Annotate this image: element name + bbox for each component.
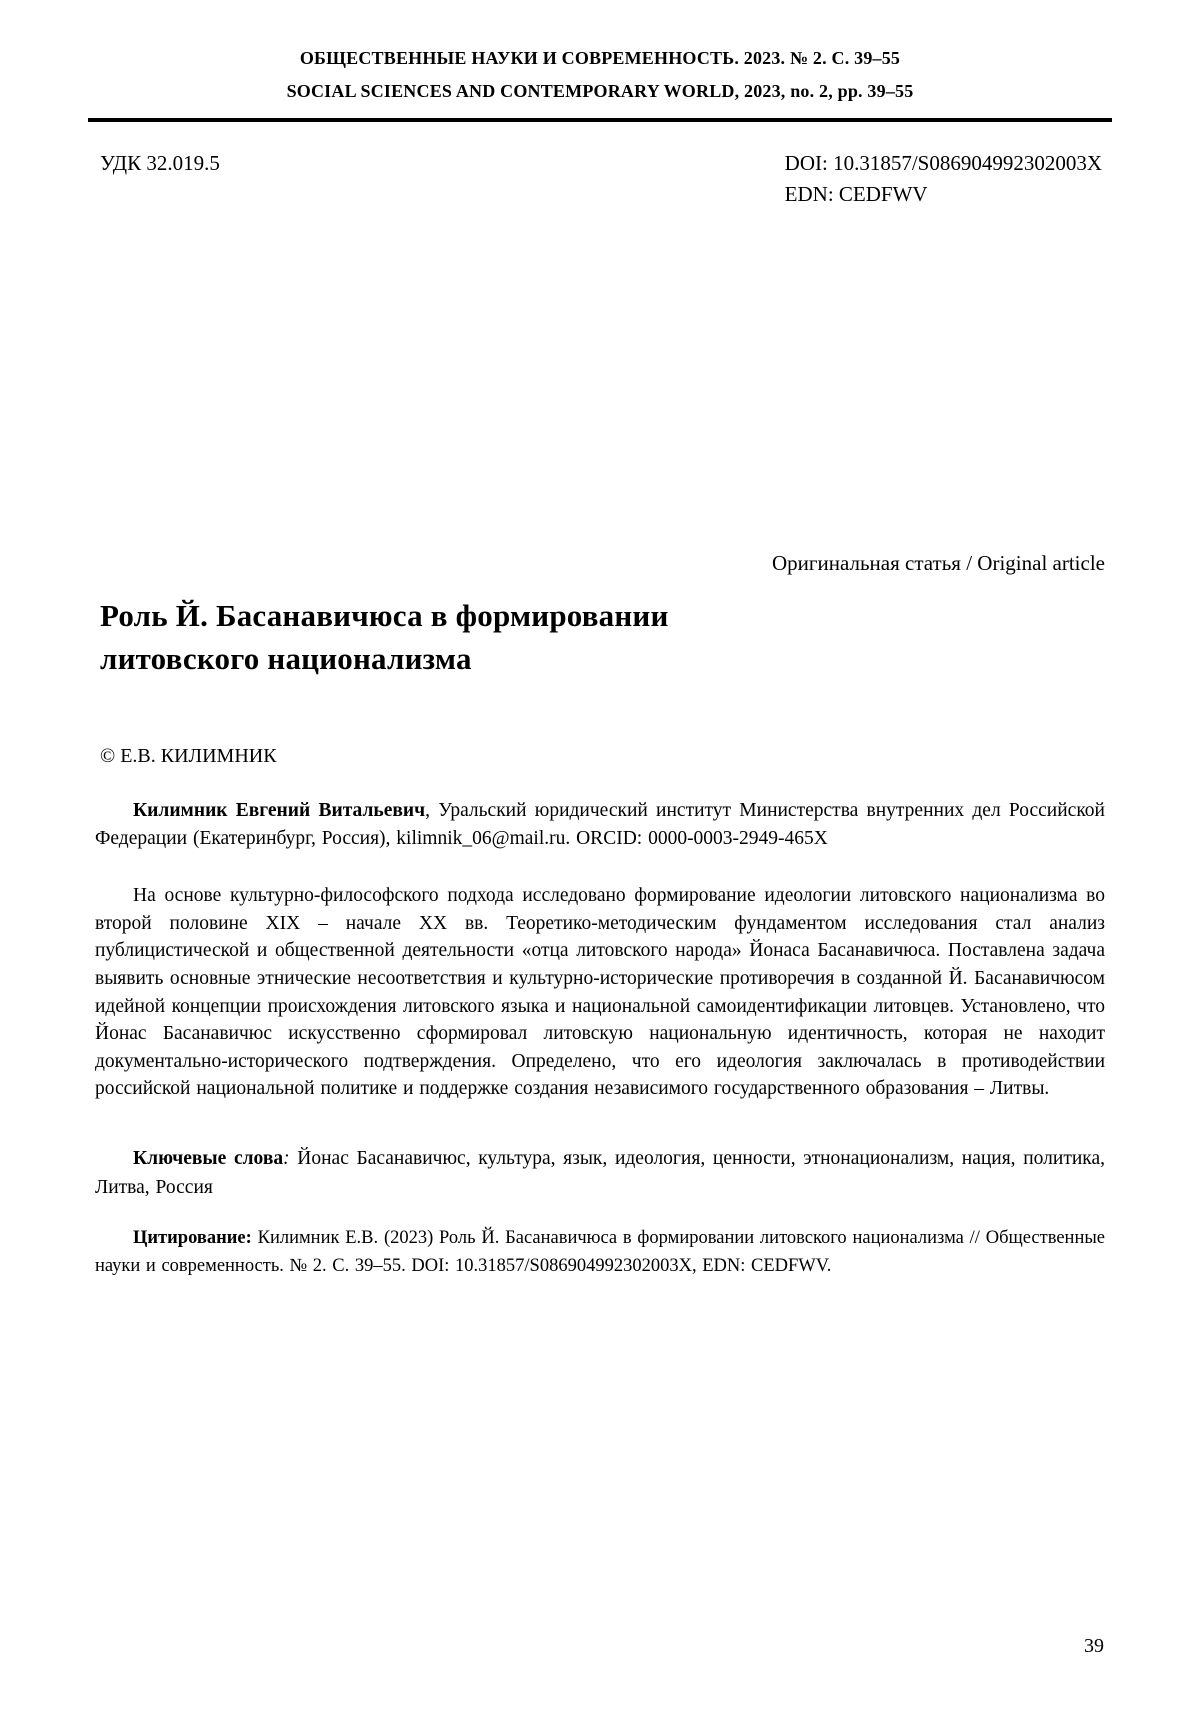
keywords-paragraph	[95, 1144, 1105, 1202]
header-divider-rule	[88, 118, 1112, 122]
keywords-colon: :	[283, 1147, 298, 1169]
journal-header	[0, 0, 1200, 108]
article-meta-row	[100, 148, 1102, 210]
journal-header-english: SOCIAL SCIENCES AND CONTEMPORARY WORLD, 2023, no. 2, pp. 39–55	[286, 81, 914, 101]
author-name: Килимник Евгений Витальевич	[133, 800, 426, 821]
article-title-line2: литовского национализма	[100, 641, 472, 676]
article-type-label: Оригинальная статья / Original article	[772, 551, 1105, 575]
citation-paragraph	[95, 1224, 1105, 1280]
author-affiliation-text: , Уральский юридический институт Министерства внутренних дел Российской Федерации (Екатеринбург, Россия), kilimnik_06@mail.ru. ORCID: 0000-0003-2949-465X	[95, 800, 1105, 849]
author-affiliation-paragraph	[95, 797, 1105, 852]
citation-text: Килимник Е.В. (2023) Роль Й. Басанавичюса в формировании литовского национализма // Общественные науки и современность. № 2. С. 39–55. DOI: 10.31857/S086904992302003X, EDN: CEDFWV.	[95, 1227, 1105, 1276]
author-copyright-line: © Е.В. КИЛИМНИК	[100, 745, 277, 767]
doi-edn-block	[785, 148, 1102, 210]
citation-label: Цитирование:	[133, 1227, 252, 1248]
udc-code: УДК 32.019.5	[100, 151, 220, 175]
journal-header-russian: ОБЩЕСТВЕННЫЕ НАУКИ И СОВРЕМЕННОСТЬ. 2023. № 2. С. 39–55	[299, 48, 901, 68]
keywords-text: Йонас Басанавичюс, культура, язык, идеология, ценности, этнонационализм, нация, политика, Литва, Россия	[95, 1147, 1105, 1198]
article-title	[100, 594, 1105, 680]
article-title-line1: Роль Й. Басанавичюса в формировании	[100, 598, 669, 633]
edn-line: EDN: CEDFWV	[784, 182, 928, 206]
abstract-paragraph: На основе культурно-философского подхода исследовано формирование идеологии литовского национализма во второй половине XIX – начале XX вв. Теоретико-методическим фундаментом исследования стал анализ публицистической и общественной деятельности «отца литовского народа» Йонаса Басанавичюса. Поставлена задача выявить основные этнические несоответствия и культурно-исторические противоречия в созданной Й. Басанавичюсом идейной концепции происхождения литовского языка и национальной самоидентификации литовцев. Установлено, что Йонас Басанавичюс искусственно сформировал литовскую национальную идентичность, которая не находит документально-исторического подтверждения. Определено, что его идеология заключалась в противодействии российской национальной политике и поддержке создания независимого государственного образования – Литвы.	[95, 885, 1105, 1100]
page-number: 39	[1084, 1635, 1104, 1657]
doi-line: DOI: 10.31857/S086904992302003X	[784, 151, 1102, 175]
keywords-label: Ключевые слова	[133, 1147, 284, 1169]
